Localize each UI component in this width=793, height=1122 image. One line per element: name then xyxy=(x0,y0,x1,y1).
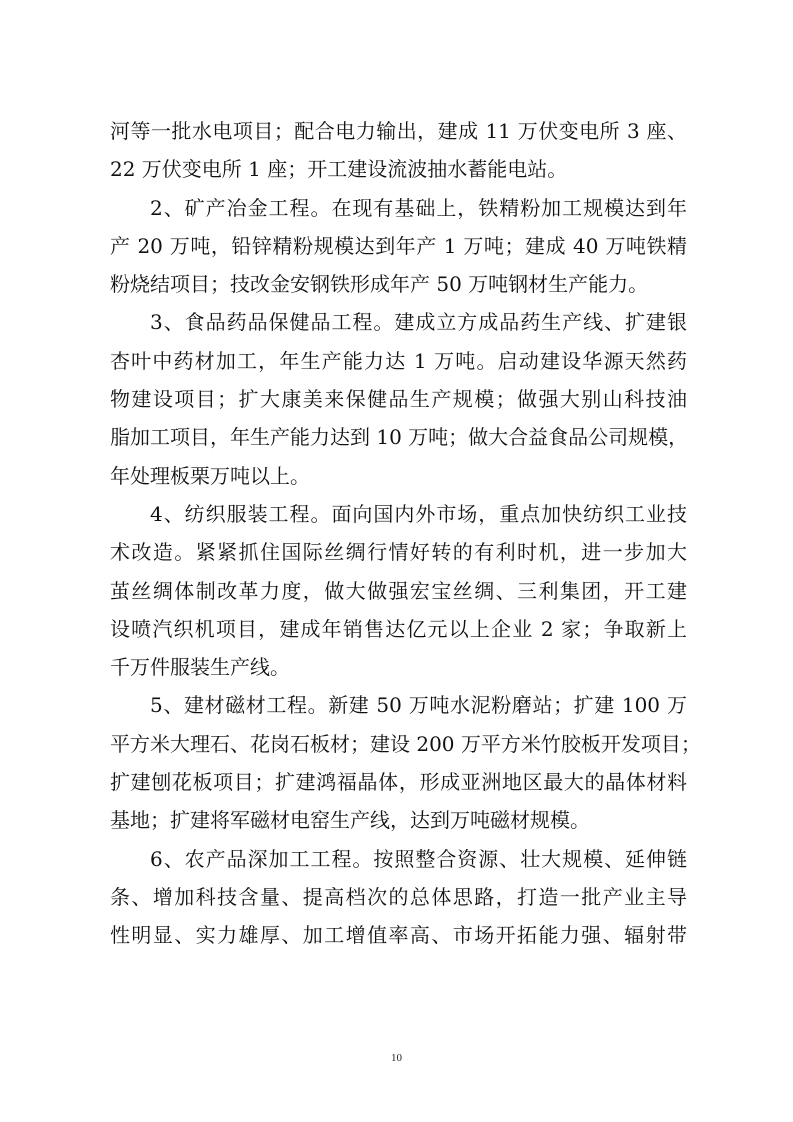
text-line: 茧丝绸体制改革力度，做大做强宏宝丝绸、三利集团，开工建 xyxy=(110,578,687,603)
body-text xyxy=(110,112,701,955)
paragraph-hydro-power-continued xyxy=(110,112,687,189)
text-line: 术改造。紧紧抓住国际丝绸行情好转的有利时机，进一步加大 xyxy=(110,540,687,565)
text-line: 产 20 万吨，铅锌精粉规模达到年产 1 万吨；建成 40 万吨铁精 xyxy=(110,233,687,258)
text-line: 基地；扩建将军磁材电窑生产线，达到万吨磁材规模。 xyxy=(110,808,590,833)
text-line: 22 万伏变电所 1 座；开工建设流波抽水蓄能电站。 xyxy=(110,157,568,182)
text-line: 粉烧结项目；技改金安钢铁形成年产 50 万吨钢材生产能力。 xyxy=(110,272,649,297)
page-number: 10 xyxy=(391,1052,402,1064)
paragraph-food-medicine xyxy=(110,303,687,494)
paragraph-mining-metallurgy xyxy=(110,189,687,304)
paragraph-textile-garment xyxy=(110,495,687,686)
text-line: 条、增加科技含量、提高档次的总体思路，打造一批产业主导 xyxy=(110,884,687,909)
text-line: 平方米大理石、花岗石板材；建设 200 万平方米竹胶板开发项目； xyxy=(110,731,701,756)
text-line: 脂加工项目，年生产能力达到 10 万吨；做大合益食品公司规模， xyxy=(110,425,689,450)
text-line: 6、农产品深加工工程。按照整合资源、壮大规模、延伸链 xyxy=(150,846,687,871)
text-line: 千万件服装生产线。 xyxy=(110,655,290,680)
text-line: 设喷汽织机项目，建成年销售达亿元以上企业 2 家；争取新上 xyxy=(110,616,687,641)
text-line: 物建设项目；扩大康美来保健品生产规模；做强大别山科技油 xyxy=(110,387,687,412)
text-line: 年处理板栗万吨以上。 xyxy=(110,463,310,488)
text-line: 性明显、实力雄厚、加工增值率高、市场开拓能力强、辐射带 xyxy=(110,923,687,948)
paragraph-building-magnetic-materials xyxy=(110,686,701,839)
text-line: 5、建材磁材工程。新建 50 万吨水泥粉磨站；扩建 100 万 xyxy=(150,693,687,718)
text-line: 3、食品药品保健品工程。建成立方成品药生产线、扩建银 xyxy=(150,310,687,335)
text-line: 2、矿产冶金工程。在现有基础上，铁精粉加工规模达到年 xyxy=(150,195,687,220)
text-line: 4、纺织服装工程。面向国内外市场，重点加快纺织工业技 xyxy=(150,501,687,526)
text-line: 扩建刨花板项目；扩建鸿福晶体，形成亚洲地区最大的晶体材料 xyxy=(110,770,687,795)
paragraph-agricultural-processing xyxy=(110,840,687,955)
text-line: 河等一批水电项目；配合电力输出，建成 11 万伏变电所 3 座、 xyxy=(110,119,687,143)
text-line: 杏叶中药材加工，年生产能力达 1 万吨。启动建设华源天然药 xyxy=(110,348,687,373)
